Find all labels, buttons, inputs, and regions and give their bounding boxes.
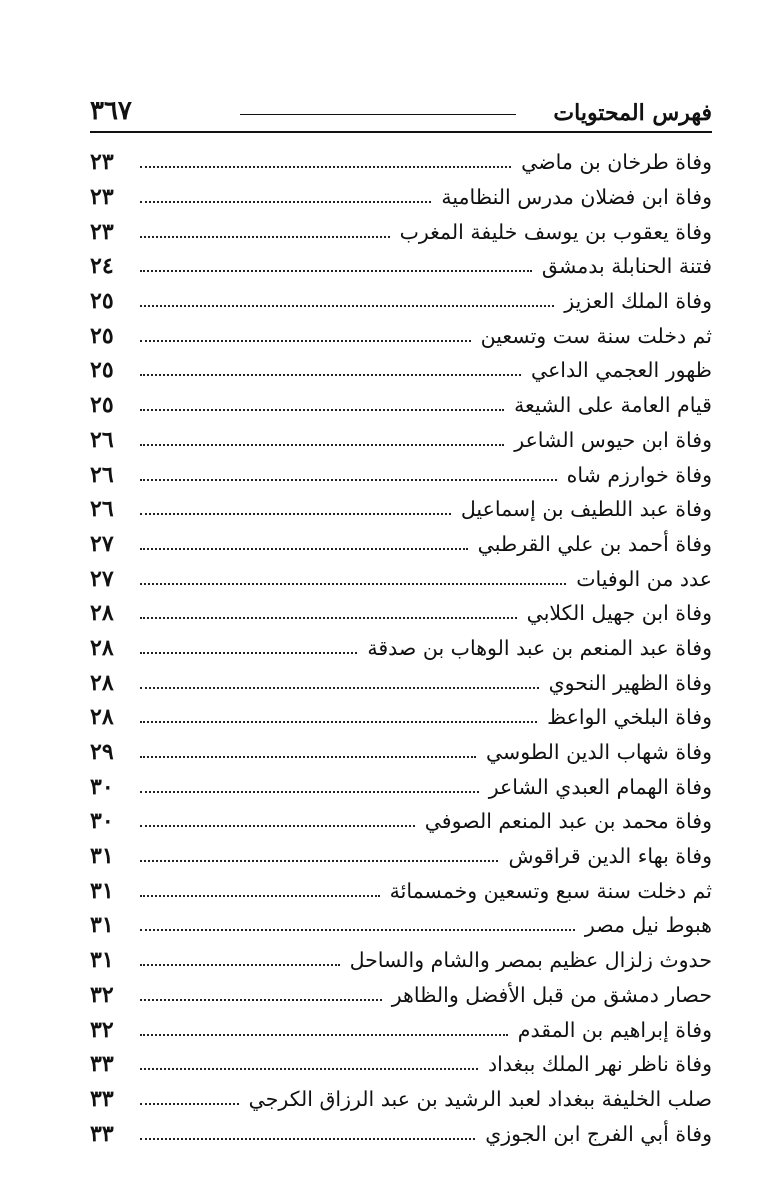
toc-entry-title: فتنة الحنابلة بدمشق <box>541 254 712 279</box>
toc-entry-title: وفاة الهمام العبدي الشاعر <box>488 774 712 799</box>
page-number: ٣٦٧ <box>90 96 132 126</box>
toc-entry <box>90 1116 712 1151</box>
dot-leader <box>140 548 468 550</box>
dot-leader <box>140 583 566 585</box>
toc-entry-page: ٢٦ <box>90 461 114 488</box>
toc-entry <box>90 492 712 527</box>
dot-leader <box>140 721 537 723</box>
toc-entry-page: ٢٣ <box>90 149 114 176</box>
toc-entry-title: حصار دمشق من قبل الأفضل والظاهر <box>391 982 712 1007</box>
toc-entry-page: ٢٨ <box>90 669 114 696</box>
toc-entry <box>90 769 712 804</box>
toc-entry-page: ٢٧ <box>90 530 114 557</box>
toc-entry-title: وفاة طرخان بن ماضي <box>521 150 712 175</box>
dot-leader <box>140 1068 478 1070</box>
toc-entry <box>90 943 712 978</box>
toc-entry <box>90 457 712 492</box>
dot-leader <box>140 756 476 758</box>
dot-leader <box>140 652 357 654</box>
toc-entry <box>90 908 712 943</box>
toc-entry-page: ٣١ <box>90 877 114 904</box>
toc-entry-page: ٣١ <box>90 912 114 939</box>
toc-entry <box>90 873 712 908</box>
dot-leader <box>140 513 451 515</box>
toc-entry <box>90 978 712 1013</box>
toc-entry-title: وفاة شهاب الدين الطوسي <box>485 740 712 765</box>
dot-leader <box>140 964 340 966</box>
toc-entry-title: وفاة البلخي الواعظ <box>547 705 712 730</box>
dot-leader <box>140 687 539 689</box>
toc-entry-page: ٢٥ <box>90 392 114 419</box>
toc-entry <box>90 145 712 180</box>
toc-entry <box>90 1047 712 1082</box>
toc-list <box>90 145 712 1151</box>
toc-entry-page: ٢٦ <box>90 426 114 453</box>
dot-leader <box>140 374 521 376</box>
toc-entry <box>90 839 712 874</box>
toc-entry <box>90 804 712 839</box>
toc-entry-title: هبوط نيل مصر <box>584 913 712 938</box>
dot-leader <box>140 479 557 481</box>
toc-entry-title: حدوث زلزال عظيم بمصر والشام والساحل <box>349 948 712 973</box>
toc-entry <box>90 596 712 631</box>
dot-leader <box>140 270 532 272</box>
dot-leader <box>140 236 390 238</box>
toc-entry <box>90 249 712 284</box>
dot-leader <box>140 409 504 411</box>
toc-entry-title: وفاة أبي الفرج ابن الجوزي <box>485 1121 712 1146</box>
toc-entry-page: ٣٠ <box>90 808 114 835</box>
toc-entry <box>90 214 712 249</box>
toc-entry-page: ٢٨ <box>90 634 114 661</box>
header-rule <box>90 131 712 133</box>
dot-leader <box>140 999 382 1001</box>
toc-entry-page: ٢٥ <box>90 322 114 349</box>
toc-entry-title: وفاة خوارزم شاه <box>566 462 712 487</box>
toc-entry-title: ثم دخلت سنة سبع وتسعين وخمسمائة <box>389 878 712 903</box>
toc-entry-title: وفاة ابن جهيل الكلابي <box>526 601 712 626</box>
dot-leader <box>140 860 498 862</box>
dot-leader <box>140 1103 239 1105</box>
toc-entry-page: ٣٣ <box>90 1085 114 1112</box>
toc-entry <box>90 527 712 562</box>
toc-entry <box>90 700 712 735</box>
toc-entry-page: ٣٣ <box>90 1051 114 1078</box>
dot-leader <box>140 791 479 793</box>
toc-entry-title: وفاة عبد اللطيف بن إسماعيل <box>460 497 712 522</box>
toc-entry <box>90 665 712 700</box>
toc-entry <box>90 1012 712 1047</box>
toc-entry-page: ٢٦ <box>90 496 114 523</box>
toc-entry-page: ٢٥ <box>90 288 114 315</box>
toc-entry-title: وفاة أحمد بن علي القرطبي <box>477 531 712 556</box>
toc-entry-title: وفاة الظهير النحوي <box>548 670 712 695</box>
toc-entry-page: ٣٢ <box>90 1016 114 1043</box>
toc-entry <box>90 180 712 215</box>
toc-entry-title: وفاة محمد بن عبد المنعم الصوفي <box>424 809 712 834</box>
toc-entry-page: ٢٩ <box>90 739 114 766</box>
toc-entry-page: ٣٢ <box>90 981 114 1008</box>
toc-entry <box>90 561 712 596</box>
toc-entry-title: قيام العامة على الشيعة <box>514 393 712 418</box>
dot-leader <box>140 929 575 931</box>
toc-entry-page: ٣٣ <box>90 1120 114 1147</box>
toc-entry <box>90 423 712 458</box>
toc-entry-title: وفاة ابن حيوس الشاعر <box>514 427 712 452</box>
toc-entry-page: ٣١ <box>90 947 114 974</box>
toc-entry-title: صلب الخليفة ببغداد لعبد الرشيد بن عبد الرزاق الكرجي <box>248 1086 712 1111</box>
toc-entry-title: ظهور العجمي الداعي <box>530 358 712 383</box>
dot-leader <box>140 825 415 827</box>
toc-entry-page: ٢٨ <box>90 704 114 731</box>
toc-entry <box>90 1082 712 1117</box>
toc-entry-title: وفاة بهاء الدين قراقوش <box>508 844 712 869</box>
toc-entry <box>90 284 712 319</box>
toc-entry-page: ٢٨ <box>90 600 114 627</box>
toc-entry <box>90 318 712 353</box>
toc-entry-page: ٢٤ <box>90 253 114 280</box>
dot-leader <box>140 895 380 897</box>
dot-leader <box>140 340 471 342</box>
dot-leader <box>140 166 511 168</box>
toc-entry-page: ٢٥ <box>90 357 114 384</box>
toc-entry-title: ثم دخلت سنة ست وتسعين <box>480 323 712 348</box>
toc-entry-title: وفاة إبراهيم بن المقدم <box>517 1017 712 1042</box>
dot-leader <box>140 1034 508 1036</box>
dot-leader <box>140 305 554 307</box>
toc-entry-title: عدد من الوفيات <box>576 566 712 591</box>
toc-entry-title: وفاة ابن فضلان مدرس النظامية <box>441 185 712 210</box>
dot-leader <box>140 617 517 619</box>
toc-entry <box>90 735 712 770</box>
dot-leader <box>140 201 431 203</box>
toc-entry-page: ٣١ <box>90 843 114 870</box>
dot-leader <box>140 1138 475 1140</box>
header-line <box>240 114 516 115</box>
toc-entry-page: ٢٧ <box>90 565 114 592</box>
toc-entry-title: وفاة ناظر نهر الملك ببغداد <box>487 1052 712 1077</box>
dot-leader <box>140 444 504 446</box>
toc-entry <box>90 353 712 388</box>
toc-entry-page: ٢٣ <box>90 184 114 211</box>
toc-entry <box>90 631 712 666</box>
toc-entry-title: وفاة يعقوب بن يوسف خليفة المغرب <box>399 219 712 244</box>
header-title: فهرس المحتويات <box>553 100 712 126</box>
toc-entry <box>90 388 712 423</box>
running-header <box>90 92 712 132</box>
toc-entry-title: وفاة عبد المنعم بن عبد الوهاب بن صدقة <box>367 635 712 660</box>
toc-entry-title: وفاة الملك العزيز <box>564 289 712 314</box>
toc-entry-page: ٣٠ <box>90 773 114 800</box>
toc-entry-page: ٢٣ <box>90 218 114 245</box>
